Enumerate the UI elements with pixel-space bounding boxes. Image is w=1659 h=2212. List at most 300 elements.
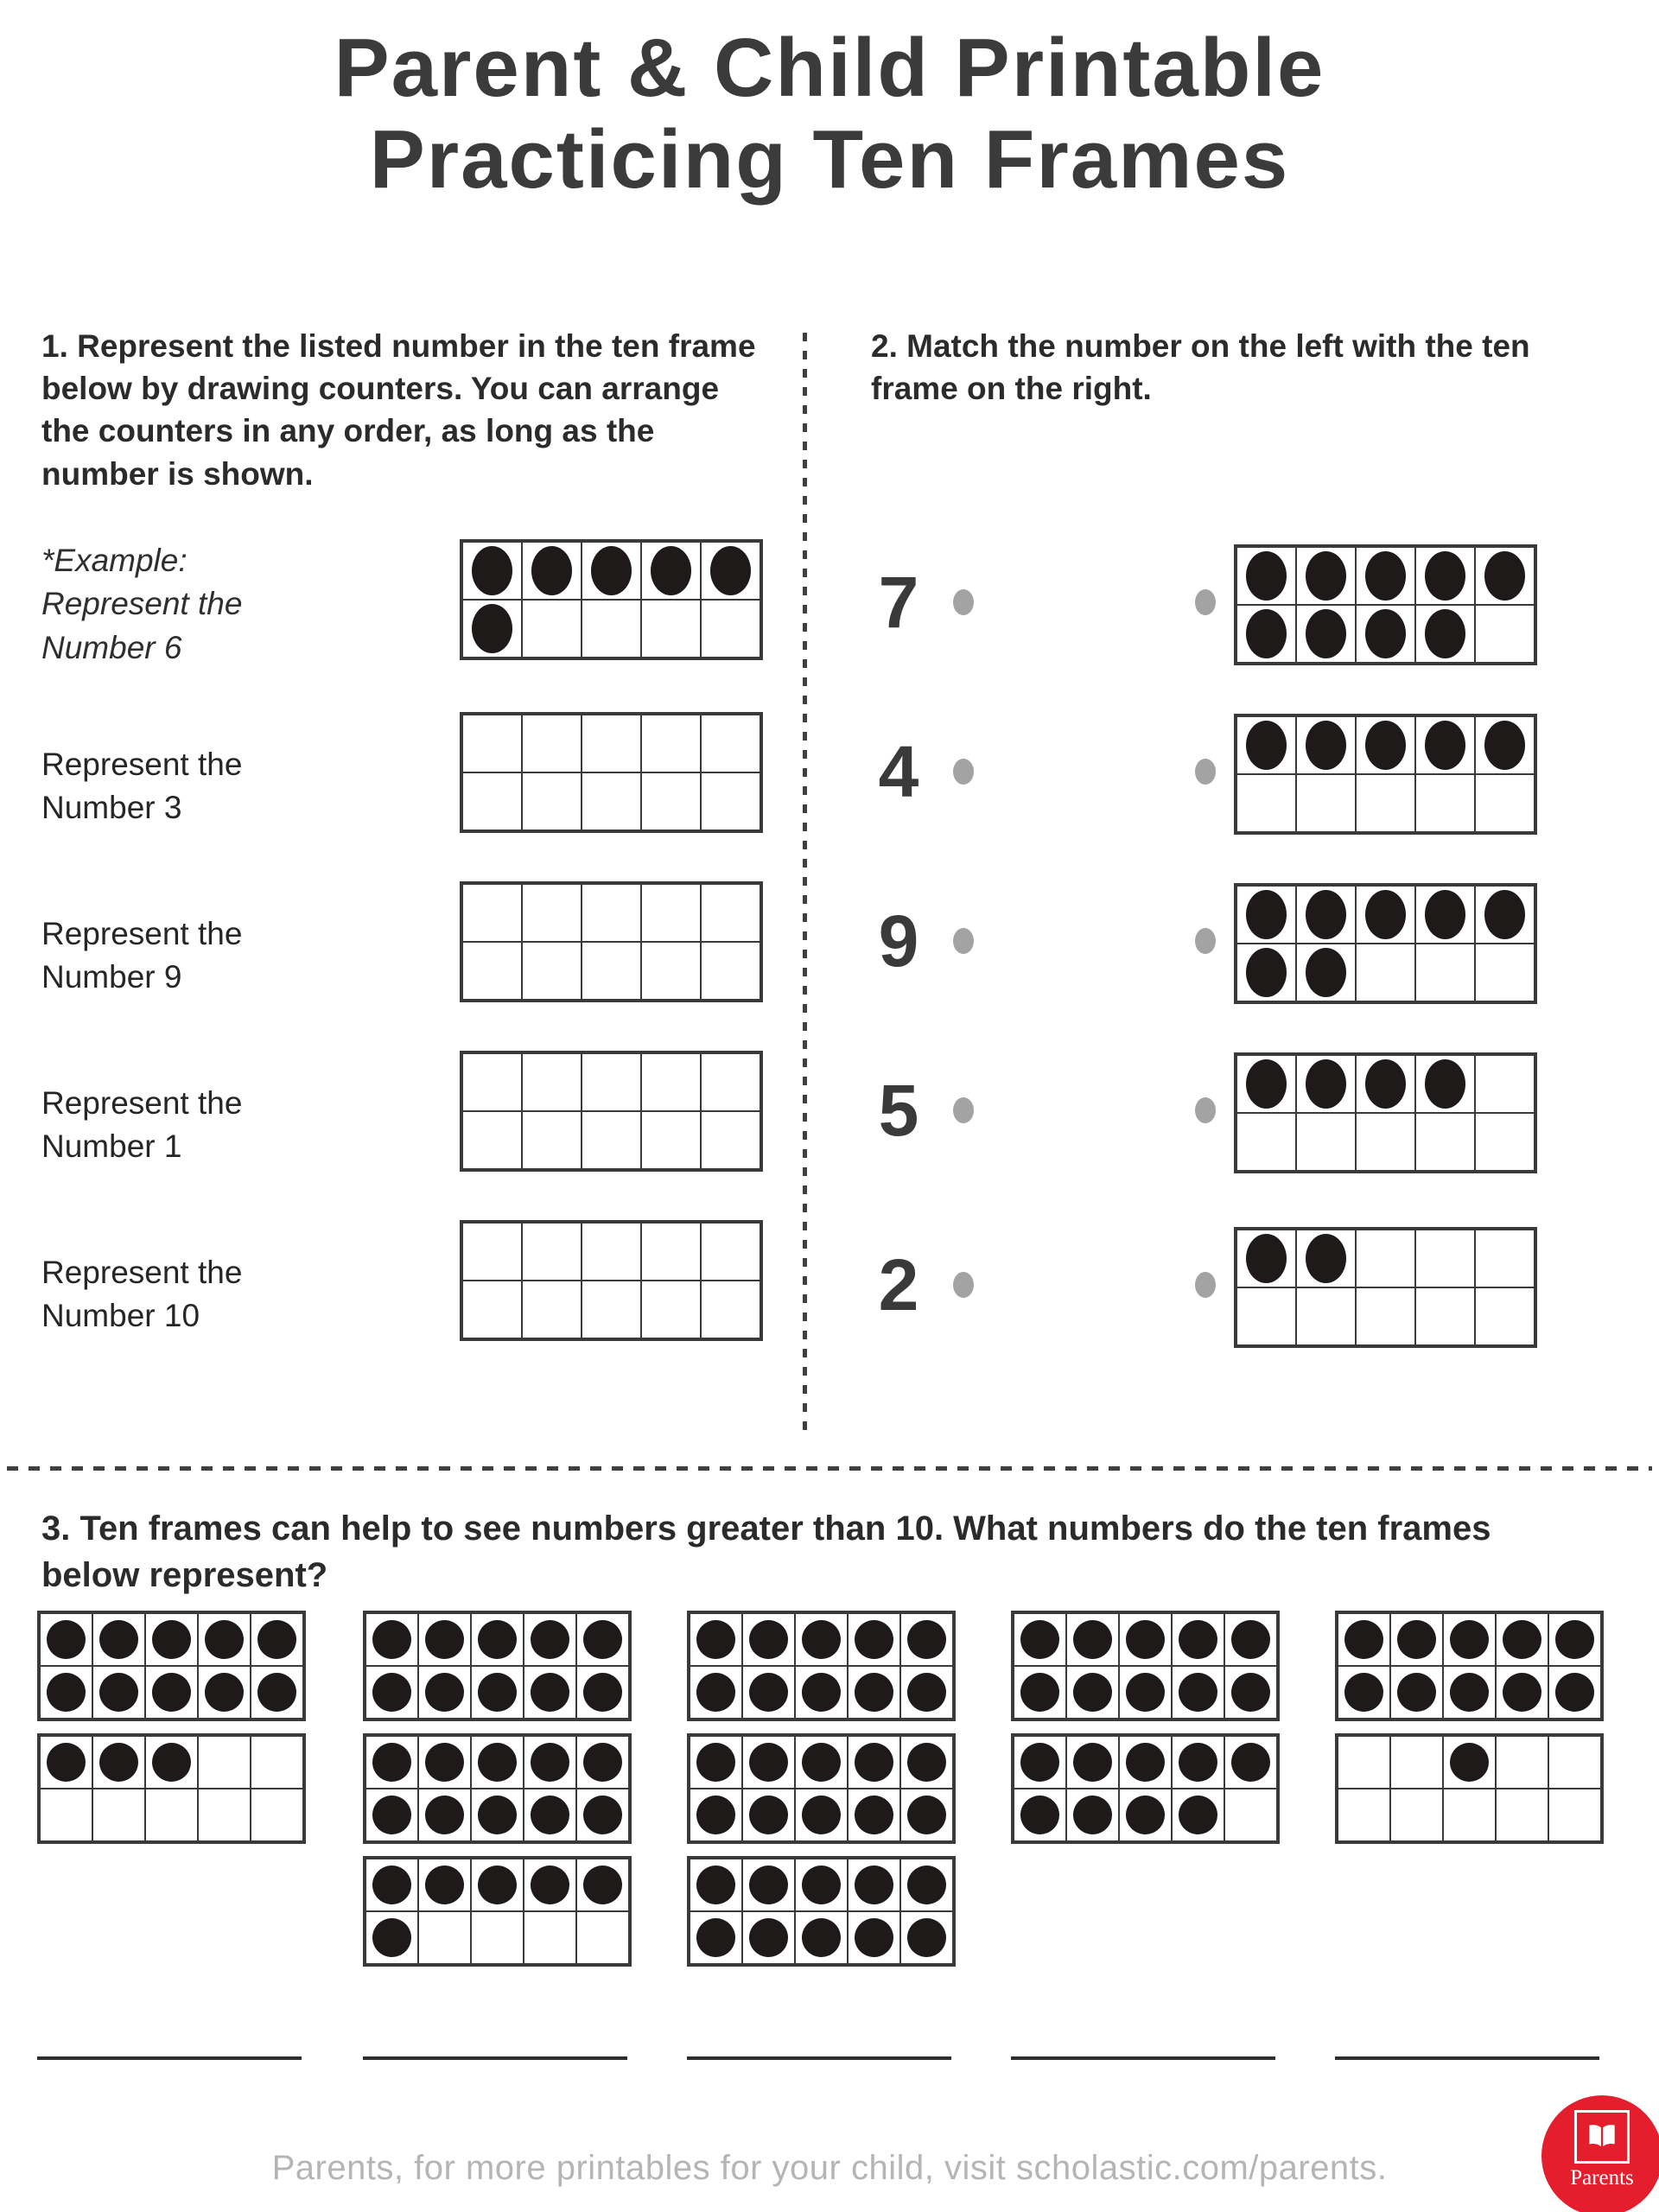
match-number: 2 xyxy=(878,1244,919,1325)
counter-dot xyxy=(802,1918,841,1957)
match-number: 9 xyxy=(878,900,919,982)
ten-frame-cell xyxy=(701,942,760,1000)
ten-frame-slot xyxy=(460,1220,763,1341)
counter-dot xyxy=(1073,1796,1112,1834)
label-line: Number 3 xyxy=(41,790,182,826)
ten-frame-cell xyxy=(198,1789,251,1841)
represent-row-label xyxy=(41,1220,242,1338)
ten-frame xyxy=(1234,1052,1537,1173)
counter-dot xyxy=(1073,1673,1112,1712)
answer-line xyxy=(363,2056,627,2060)
ten-frame-cell xyxy=(1296,716,1356,774)
ten-frame-cell xyxy=(1356,605,1415,663)
ten-frame-cell xyxy=(900,1911,953,1964)
counter-dot xyxy=(425,1743,464,1782)
ten-frame-cell xyxy=(1172,1613,1224,1666)
ten-frame-cell xyxy=(848,1736,900,1789)
counter-dot xyxy=(1306,890,1346,939)
ten-frame-cell xyxy=(1415,1287,1475,1345)
ten-frame xyxy=(687,1733,956,1844)
ten-frame-cell xyxy=(40,1666,92,1719)
worksheet-title xyxy=(0,22,1659,205)
counter-dot xyxy=(1126,1620,1165,1659)
ten-frame-cell xyxy=(742,1911,795,1964)
represent-row xyxy=(41,1220,759,1341)
ten-frame-cell xyxy=(1415,605,1475,663)
ten-frame-cell xyxy=(1119,1736,1172,1789)
ten-frame xyxy=(687,1611,956,1721)
counter-dot xyxy=(1425,1059,1465,1109)
ten-frame xyxy=(1234,883,1537,1004)
counter-dot xyxy=(1365,609,1406,658)
ten-frame-cell xyxy=(1236,1287,1296,1345)
counter-dot xyxy=(583,1796,622,1834)
ten-frame-cell xyxy=(1296,547,1356,605)
ten-frame-cell xyxy=(1236,1113,1296,1171)
ten-frame-cell xyxy=(701,715,760,772)
ten-frame-cell xyxy=(1475,886,1535,944)
counter-dot xyxy=(1231,1620,1270,1659)
match-dot-left xyxy=(953,1272,974,1298)
counter-dot xyxy=(472,604,512,653)
counter-dot xyxy=(152,1743,191,1782)
ten-frame-cell xyxy=(641,772,701,830)
ten-frame-cell xyxy=(1172,1666,1224,1719)
represent-row xyxy=(41,712,759,833)
match-dot-right xyxy=(1195,928,1216,954)
counter-dot xyxy=(1555,1620,1594,1659)
ten-frame-cell xyxy=(1014,1666,1066,1719)
counter-dot xyxy=(1126,1743,1165,1782)
ten-frame-cell xyxy=(471,1736,524,1789)
counter-dot xyxy=(749,1918,788,1957)
ten-frame-cell xyxy=(365,1666,418,1719)
ten-frame-cell xyxy=(1236,774,1296,832)
ten-frame-cell xyxy=(641,942,701,1000)
ten-frame xyxy=(1335,1611,1604,1721)
counter-dot xyxy=(855,1796,893,1834)
ten-frame-cell xyxy=(198,1613,251,1666)
ten-frame-cell xyxy=(1475,1055,1535,1113)
frame-group xyxy=(363,1611,632,1967)
ten-frame-cell xyxy=(251,1613,303,1666)
section1-heading: 1. Represent the listed number in the ten frame below by drawing counters. You can arrange the counters in any order, as long as the number is shown. xyxy=(41,328,756,492)
answer-line xyxy=(1335,2056,1599,2060)
ten-frame-cell xyxy=(1475,774,1535,832)
ten-frame-slot xyxy=(1234,544,1537,665)
ten-frame-cell xyxy=(1066,1613,1119,1666)
counter-dot xyxy=(257,1673,296,1712)
ten-frame-cell xyxy=(251,1789,303,1841)
ten-frame-cell xyxy=(462,1111,522,1169)
ten-frame-cell xyxy=(462,884,522,942)
counter-dot xyxy=(1503,1620,1541,1659)
counter-dot xyxy=(855,1620,893,1659)
ten-frame-cell xyxy=(690,1613,742,1666)
match-dot-right xyxy=(1195,759,1216,785)
ten-frame-cell xyxy=(1296,1055,1356,1113)
match-dot-right xyxy=(1195,1272,1216,1298)
counter-dot xyxy=(855,1743,893,1782)
ten-frame-cell xyxy=(1066,1736,1119,1789)
counter-dot xyxy=(372,1743,411,1782)
ten-frame-cell xyxy=(1296,774,1356,832)
counter-dot xyxy=(1126,1796,1165,1834)
ten-frame-cell xyxy=(742,1736,795,1789)
counter-dot xyxy=(47,1620,86,1659)
ten-frame-cell xyxy=(522,542,582,600)
ten-frame-cell xyxy=(690,1666,742,1719)
counter-dot xyxy=(855,1866,893,1904)
ten-frame-cell xyxy=(900,1859,953,1911)
counter-dot xyxy=(802,1673,841,1712)
counter-dot xyxy=(696,1866,735,1904)
section3-heading: 3. Ten frames can help to see numbers greater than 10. What numbers do the ten frames below represent? xyxy=(41,1510,1491,1594)
counter-dot xyxy=(1306,1234,1346,1283)
section2-heading: 2. Match the number on the left with the ten frame on the right. xyxy=(871,328,1530,407)
counter-dot xyxy=(531,546,572,595)
counter-dot xyxy=(1246,890,1287,939)
horizontal-dashed-divider xyxy=(7,1466,1652,1471)
counter-dot xyxy=(372,1796,411,1834)
ten-frame-cell xyxy=(641,884,701,942)
ten-frame-cell xyxy=(522,600,582,658)
ten-frame-cell xyxy=(1356,774,1415,832)
label-line: Number 9 xyxy=(41,959,182,995)
counter-dot xyxy=(1484,721,1525,770)
ten-frame-cell xyxy=(1224,1666,1277,1719)
ten-frame-cell xyxy=(641,1111,701,1169)
ten-frame-cell xyxy=(848,1789,900,1841)
ten-frame-cell xyxy=(1475,1113,1535,1171)
counter-dot xyxy=(478,1743,517,1782)
ten-frame-cell xyxy=(900,1736,953,1789)
ten-frame-slot xyxy=(460,1051,763,1172)
counter-dot xyxy=(1365,890,1406,939)
ten-frame-cell xyxy=(1224,1736,1277,1789)
ten-frame xyxy=(460,1051,763,1172)
ten-frame-cell xyxy=(742,1666,795,1719)
ten-frame-cell xyxy=(365,1613,418,1666)
ten-frame-cell xyxy=(582,884,641,942)
label-line: *Example: xyxy=(41,543,188,578)
ten-frame-slot xyxy=(460,712,763,833)
ten-frame-slot xyxy=(1234,714,1537,835)
counter-dot xyxy=(152,1620,191,1659)
counter-dot xyxy=(749,1866,788,1904)
ten-frame-cell xyxy=(1475,1230,1535,1287)
ten-frame-cell xyxy=(522,1053,582,1111)
match-row xyxy=(851,1227,1620,1348)
counter-dot xyxy=(1365,551,1406,601)
ten-frame-cell xyxy=(1548,1736,1601,1789)
ten-frame-cell xyxy=(1390,1736,1443,1789)
ten-frame-cell xyxy=(701,1223,760,1281)
ten-frame-cell xyxy=(198,1736,251,1789)
counter-dot xyxy=(425,1620,464,1659)
ten-frame-cell xyxy=(576,1911,629,1964)
ten-frame-cell xyxy=(900,1666,953,1719)
counter-dot xyxy=(531,1673,569,1712)
ten-frame-cell xyxy=(701,884,760,942)
counter-dot xyxy=(802,1796,841,1834)
counter-dot xyxy=(583,1743,622,1782)
represent-row xyxy=(41,1051,759,1172)
ten-frame-cell xyxy=(795,1911,848,1964)
ten-frame-cell xyxy=(848,1911,900,1964)
ten-frame xyxy=(1234,544,1537,665)
counter-dot xyxy=(1231,1743,1270,1782)
match-number: 4 xyxy=(878,731,919,812)
counter-dot xyxy=(855,1673,893,1712)
ten-frame-cell xyxy=(524,1613,576,1666)
ten-frame-cell xyxy=(1014,1736,1066,1789)
ten-frame-cell xyxy=(1236,716,1296,774)
counter-dot xyxy=(425,1673,464,1712)
counter-dot xyxy=(1344,1620,1383,1659)
counter-dot xyxy=(802,1866,841,1904)
ten-frame-cell xyxy=(1119,1666,1172,1719)
ten-frame-cell xyxy=(1496,1666,1548,1719)
ten-frame-cell xyxy=(40,1736,92,1789)
ten-frame-cell xyxy=(848,1859,900,1911)
ten-frame-cell xyxy=(1415,774,1475,832)
vertical-dashed-divider xyxy=(803,333,807,1432)
counter-dot xyxy=(99,1743,138,1782)
counter-dot xyxy=(749,1796,788,1834)
ten-frame xyxy=(1234,1227,1537,1348)
counter-dot xyxy=(372,1918,411,1957)
counter-dot xyxy=(1397,1620,1436,1659)
counter-dot xyxy=(478,1866,517,1904)
ten-frame-cell xyxy=(471,1911,524,1964)
ten-frame-cell xyxy=(1356,716,1415,774)
match-number: 5 xyxy=(878,1070,919,1151)
ten-frame-cell xyxy=(576,1859,629,1911)
ten-frame-cell xyxy=(641,600,701,658)
ten-frame-cell xyxy=(848,1666,900,1719)
ten-frame-cell xyxy=(522,1111,582,1169)
ten-frame-cell xyxy=(1236,547,1296,605)
ten-frame-cell xyxy=(462,772,522,830)
ten-frame-cell xyxy=(365,1911,418,1964)
answer-line xyxy=(1011,2056,1275,2060)
ten-frame-cell xyxy=(522,1223,582,1281)
ten-frame-cell xyxy=(795,1666,848,1719)
ten-frame-cell xyxy=(418,1859,471,1911)
ten-frame-slot xyxy=(460,881,763,1002)
match-row xyxy=(851,1052,1620,1173)
counter-dot xyxy=(1425,890,1465,939)
ten-frame-cell xyxy=(522,715,582,772)
counter-dot xyxy=(583,1673,622,1712)
ten-frame-cell xyxy=(1296,944,1356,1001)
title-line-1: Parent & Child Printable xyxy=(334,22,1325,114)
counter-dot xyxy=(1020,1743,1059,1782)
ten-frame xyxy=(37,1733,306,1844)
counter-dot xyxy=(696,1796,735,1834)
label-line: Represent the xyxy=(41,747,243,782)
counter-dot xyxy=(1397,1673,1436,1712)
ten-frame-cell xyxy=(462,715,522,772)
label-line: Represent the xyxy=(41,916,243,951)
ten-frame-cell xyxy=(418,1736,471,1789)
ten-frame-cell xyxy=(145,1736,198,1789)
ten-frame-cell xyxy=(1356,1113,1415,1171)
ten-frame-cell xyxy=(1119,1789,1172,1841)
frame-group xyxy=(687,1611,956,1967)
ten-frame-cell xyxy=(1338,1736,1390,1789)
ten-frame-cell xyxy=(145,1666,198,1719)
ten-frame-cell xyxy=(251,1666,303,1719)
ten-frame-cell xyxy=(522,1281,582,1338)
ten-frame-cell xyxy=(1548,1613,1601,1666)
ten-frame-cell xyxy=(1415,1230,1475,1287)
ten-frame-cell xyxy=(582,600,641,658)
ten-frame-cell xyxy=(524,1859,576,1911)
ten-frame-cell xyxy=(641,1053,701,1111)
ten-frame-cell xyxy=(576,1736,629,1789)
answer-line xyxy=(687,2056,951,2060)
counter-dot xyxy=(1246,551,1287,601)
parents-badge xyxy=(1541,2095,1659,2212)
counter-dot xyxy=(696,1673,735,1712)
ten-frame xyxy=(363,1733,632,1844)
counter-dot xyxy=(1246,1234,1287,1283)
match-dot-left xyxy=(953,589,974,615)
ten-frame-cell xyxy=(92,1736,145,1789)
match-row xyxy=(851,714,1620,835)
ten-frame-slot xyxy=(1234,883,1537,1004)
ten-frame-cell xyxy=(1356,1230,1415,1287)
label-line: Number 6 xyxy=(41,629,182,665)
match-number: 7 xyxy=(878,562,919,643)
ten-frame-cell xyxy=(92,1789,145,1841)
represent-row-label xyxy=(41,1051,242,1169)
match-row xyxy=(851,883,1620,1004)
label-line: Represent the xyxy=(41,1085,243,1121)
counter-dot xyxy=(1073,1743,1112,1782)
counter-dot xyxy=(907,1918,946,1957)
ten-frame-cell xyxy=(582,1053,641,1111)
ten-frame-cell xyxy=(418,1789,471,1841)
counter-dot xyxy=(47,1673,86,1712)
match-row xyxy=(851,544,1620,665)
counter-dot xyxy=(1306,551,1346,601)
counter-dot xyxy=(907,1620,946,1659)
ten-frame-cell xyxy=(198,1666,251,1719)
counter-dot xyxy=(1484,890,1525,939)
ten-frame-cell xyxy=(582,942,641,1000)
ten-frame-cell xyxy=(471,1613,524,1666)
ten-frame xyxy=(363,1611,632,1721)
match-dot-left xyxy=(953,759,974,785)
counter-dot xyxy=(425,1866,464,1904)
counter-dot xyxy=(531,1743,569,1782)
ten-frame-cell xyxy=(462,1223,522,1281)
ten-frame-cell xyxy=(1475,1287,1535,1345)
ten-frame-slot xyxy=(1234,1052,1537,1173)
ten-frame-cell xyxy=(1066,1666,1119,1719)
counter-dot xyxy=(1503,1673,1541,1712)
counter-dot xyxy=(205,1620,244,1659)
ten-frame-cell xyxy=(1415,1055,1475,1113)
ten-frame-cell xyxy=(1236,1055,1296,1113)
counter-dot xyxy=(1246,1059,1287,1109)
ten-frame-slot xyxy=(1234,1227,1537,1348)
ten-frame-cell xyxy=(1356,944,1415,1001)
counter-dot xyxy=(696,1620,735,1659)
match-dot-right xyxy=(1195,589,1216,615)
ten-frame-cell xyxy=(690,1789,742,1841)
counter-dot xyxy=(478,1673,517,1712)
ten-frame-cell xyxy=(1415,886,1475,944)
ten-frame-cell xyxy=(522,942,582,1000)
counter-dot xyxy=(257,1620,296,1659)
counter-dot xyxy=(205,1673,244,1712)
ten-frame-cell xyxy=(690,1859,742,1911)
ten-frame-cell xyxy=(418,1911,471,1964)
counter-dot xyxy=(372,1866,411,1904)
ten-frame xyxy=(687,1856,956,1967)
ten-frame-cell xyxy=(251,1736,303,1789)
counter-dot xyxy=(1246,948,1287,997)
counter-dot xyxy=(749,1743,788,1782)
counter-dot xyxy=(1179,1796,1217,1834)
ten-frame xyxy=(1234,714,1537,835)
ten-frame-cell xyxy=(92,1666,145,1719)
match-dot-right xyxy=(1195,1097,1216,1123)
ten-frame-cell xyxy=(641,542,701,600)
ten-frame-cell xyxy=(462,1281,522,1338)
ten-frame-cell xyxy=(1390,1613,1443,1666)
counter-dot xyxy=(1425,551,1465,601)
ten-frame-cell xyxy=(1496,1736,1548,1789)
ten-frame-cell xyxy=(742,1613,795,1666)
counter-dot xyxy=(907,1796,946,1834)
ten-frame-cell xyxy=(582,772,641,830)
ten-frame-cell xyxy=(524,1789,576,1841)
match-dot-left xyxy=(953,928,974,954)
frame-group xyxy=(1011,1611,1280,1844)
frame-group xyxy=(1335,1611,1604,1844)
ten-frame-cell xyxy=(1236,1230,1296,1287)
ten-frame-cell xyxy=(40,1613,92,1666)
ten-frame-cell xyxy=(641,1223,701,1281)
ten-frame-cell xyxy=(1443,1666,1496,1719)
answer-line xyxy=(37,2056,302,2060)
ten-frame-cell xyxy=(1172,1789,1224,1841)
counter-dot xyxy=(1450,1743,1489,1782)
counter-dot xyxy=(802,1743,841,1782)
counter-dot xyxy=(531,1796,569,1834)
label-line: Represent the xyxy=(41,586,243,622)
counter-dot xyxy=(1484,551,1525,601)
ten-frame-cell xyxy=(1356,886,1415,944)
counter-dot xyxy=(1126,1673,1165,1712)
ten-frame xyxy=(460,539,763,660)
ten-frame-cell xyxy=(582,1111,641,1169)
ten-frame-cell xyxy=(582,1281,641,1338)
represent-row xyxy=(41,881,759,1002)
ten-frame-cell xyxy=(701,600,760,658)
counter-dot xyxy=(1073,1620,1112,1659)
ten-frame-cell xyxy=(471,1666,524,1719)
ten-frame-cell xyxy=(471,1789,524,1841)
counter-dot xyxy=(907,1743,946,1782)
ten-frame-cell xyxy=(1443,1789,1496,1841)
counter-dot xyxy=(1555,1673,1594,1712)
